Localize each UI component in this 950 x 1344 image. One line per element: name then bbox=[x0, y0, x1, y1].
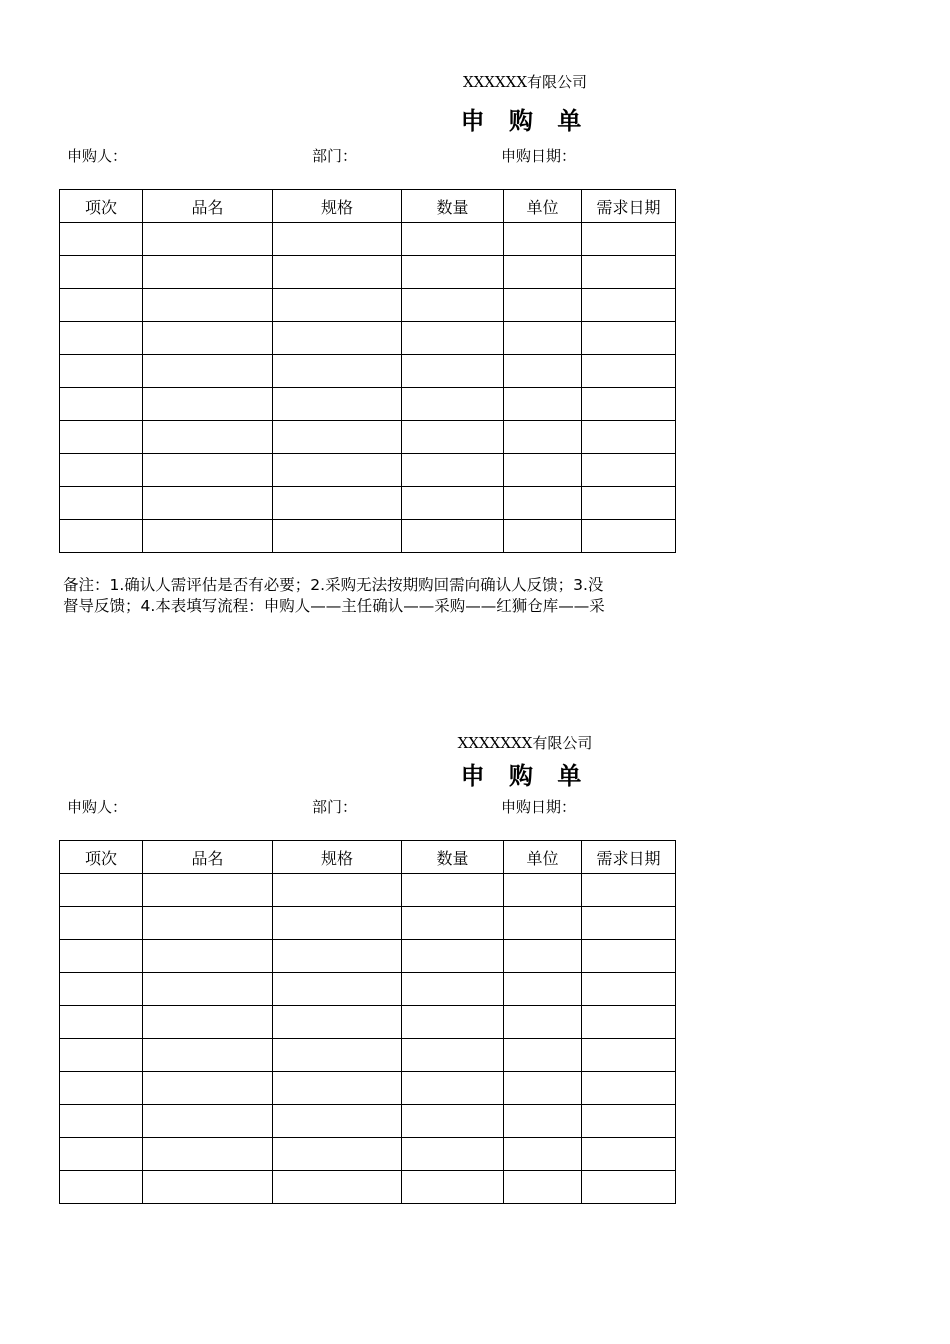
purchase-date-label: 申购日期： bbox=[501, 798, 577, 816]
table-header-row bbox=[60, 190, 676, 223]
quantity-cell[interactable] bbox=[402, 520, 504, 553]
quantity-cell[interactable] bbox=[402, 421, 504, 454]
quantity-cell[interactable] bbox=[402, 940, 504, 973]
purchase-table bbox=[59, 189, 676, 553]
required-date-cell[interactable] bbox=[582, 1039, 676, 1072]
purchase-table bbox=[59, 840, 676, 1204]
department-label: 部门： bbox=[312, 798, 358, 816]
quantity-cell[interactable] bbox=[402, 973, 504, 1006]
unit-cell[interactable] bbox=[504, 907, 582, 940]
unit-cell[interactable] bbox=[504, 1072, 582, 1105]
spec-cell[interactable] bbox=[273, 223, 402, 256]
product-name-cell[interactable] bbox=[143, 487, 273, 520]
required-date-cell[interactable] bbox=[582, 907, 676, 940]
required-date-cell[interactable] bbox=[582, 322, 676, 355]
table-row bbox=[60, 388, 676, 421]
quantity-cell[interactable] bbox=[402, 1006, 504, 1039]
col-header-product-name: 品名 bbox=[143, 841, 273, 874]
unit-cell[interactable] bbox=[504, 973, 582, 1006]
table-row bbox=[60, 1072, 676, 1105]
item-no-cell[interactable] bbox=[60, 454, 143, 487]
table-row bbox=[60, 355, 676, 388]
table-header-row bbox=[60, 841, 676, 874]
col-header-spec: 规格 bbox=[273, 841, 402, 874]
spec-cell[interactable] bbox=[273, 1039, 402, 1072]
required-date-cell[interactable] bbox=[582, 874, 676, 907]
item-no-cell[interactable] bbox=[60, 520, 143, 553]
product-name-cell[interactable] bbox=[143, 1072, 273, 1105]
required-date-cell[interactable] bbox=[582, 940, 676, 973]
item-no-cell[interactable] bbox=[60, 1039, 143, 1072]
product-name-cell[interactable] bbox=[143, 1105, 273, 1138]
table-row bbox=[60, 421, 676, 454]
unit-cell[interactable] bbox=[504, 1006, 582, 1039]
unit-cell[interactable] bbox=[504, 520, 582, 553]
form-title: 申 购 单 bbox=[460, 762, 590, 790]
company-name: XXXXXXX有限公司 bbox=[457, 734, 593, 752]
quantity-cell[interactable] bbox=[402, 874, 504, 907]
remarks-line-2: 督导反馈；4.本表填写流程：申购人——主任确认——采购——红狮仓库——采 bbox=[63, 597, 605, 615]
unit-cell[interactable] bbox=[504, 421, 582, 454]
unit-cell[interactable] bbox=[504, 355, 582, 388]
required-date-cell[interactable] bbox=[582, 1006, 676, 1039]
item-no-cell[interactable] bbox=[60, 322, 143, 355]
spec-cell[interactable] bbox=[273, 874, 402, 907]
item-no-cell[interactable] bbox=[60, 1138, 143, 1171]
product-name-cell[interactable] bbox=[143, 454, 273, 487]
product-name-cell[interactable] bbox=[143, 520, 273, 553]
quantity-cell[interactable] bbox=[402, 223, 504, 256]
product-name-cell[interactable] bbox=[143, 1138, 273, 1171]
department-label: 部门： bbox=[312, 147, 358, 165]
unit-cell[interactable] bbox=[504, 874, 582, 907]
spec-cell[interactable] bbox=[273, 520, 402, 553]
product-name-cell[interactable] bbox=[143, 940, 273, 973]
product-name-cell[interactable] bbox=[143, 874, 273, 907]
product-name-cell[interactable] bbox=[143, 223, 273, 256]
company-name: XXXXXX有限公司 bbox=[462, 73, 588, 91]
spec-cell[interactable] bbox=[273, 454, 402, 487]
quantity-cell[interactable] bbox=[402, 454, 504, 487]
quantity-cell[interactable] bbox=[402, 1039, 504, 1072]
spec-cell[interactable] bbox=[273, 1138, 402, 1171]
col-header-item-no: 项次 bbox=[60, 190, 143, 223]
quantity-cell[interactable] bbox=[402, 256, 504, 289]
item-no-cell[interactable] bbox=[60, 256, 143, 289]
table-row bbox=[60, 973, 676, 1006]
col-header-unit: 单位 bbox=[504, 190, 582, 223]
table-row bbox=[60, 907, 676, 940]
table-row bbox=[60, 940, 676, 973]
table-row bbox=[60, 223, 676, 256]
spec-cell[interactable] bbox=[273, 487, 402, 520]
item-no-cell[interactable] bbox=[60, 940, 143, 973]
required-date-cell[interactable] bbox=[582, 289, 676, 322]
item-no-cell[interactable] bbox=[60, 1006, 143, 1039]
unit-cell[interactable] bbox=[504, 1039, 582, 1072]
quantity-cell[interactable] bbox=[402, 388, 504, 421]
product-name-cell[interactable] bbox=[143, 1039, 273, 1072]
requester-label: 申购人： bbox=[67, 147, 128, 165]
product-name-cell[interactable] bbox=[143, 907, 273, 940]
required-date-cell[interactable] bbox=[582, 421, 676, 454]
quantity-cell[interactable] bbox=[402, 487, 504, 520]
product-name-cell[interactable] bbox=[143, 1006, 273, 1039]
table-row bbox=[60, 322, 676, 355]
requester-label: 申购人： bbox=[67, 798, 128, 816]
required-date-cell[interactable] bbox=[582, 1138, 676, 1171]
item-no-cell[interactable] bbox=[60, 874, 143, 907]
required-date-cell[interactable] bbox=[582, 1171, 676, 1204]
col-header-unit: 单位 bbox=[504, 841, 582, 874]
spec-cell[interactable] bbox=[273, 1171, 402, 1204]
item-no-cell[interactable] bbox=[60, 1105, 143, 1138]
item-no-cell[interactable] bbox=[60, 487, 143, 520]
table-row bbox=[60, 1105, 676, 1138]
product-name-cell[interactable] bbox=[143, 355, 273, 388]
quantity-cell[interactable] bbox=[402, 1105, 504, 1138]
spec-cell[interactable] bbox=[273, 421, 402, 454]
spec-cell[interactable] bbox=[273, 256, 402, 289]
quantity-cell[interactable] bbox=[402, 289, 504, 322]
required-date-cell[interactable] bbox=[582, 223, 676, 256]
unit-cell[interactable] bbox=[504, 1138, 582, 1171]
product-name-cell[interactable] bbox=[143, 1171, 273, 1204]
table-row bbox=[60, 874, 676, 907]
item-no-cell[interactable] bbox=[60, 223, 143, 256]
col-header-spec: 规格 bbox=[273, 190, 402, 223]
table-row bbox=[60, 1006, 676, 1039]
required-date-cell[interactable] bbox=[582, 454, 676, 487]
quantity-cell[interactable] bbox=[402, 355, 504, 388]
required-date-cell[interactable] bbox=[582, 1105, 676, 1138]
spec-cell[interactable] bbox=[273, 289, 402, 322]
item-no-cell[interactable] bbox=[60, 1072, 143, 1105]
table-row bbox=[60, 1039, 676, 1072]
unit-cell[interactable] bbox=[504, 289, 582, 322]
product-name-cell[interactable] bbox=[143, 421, 273, 454]
required-date-cell[interactable] bbox=[582, 973, 676, 1006]
product-name-cell[interactable] bbox=[143, 256, 273, 289]
unit-cell[interactable] bbox=[504, 454, 582, 487]
spec-cell[interactable] bbox=[273, 973, 402, 1006]
quantity-cell[interactable] bbox=[402, 1072, 504, 1105]
item-no-cell[interactable] bbox=[60, 907, 143, 940]
item-no-cell[interactable] bbox=[60, 289, 143, 322]
col-header-required-date: 需求日期 bbox=[582, 190, 676, 223]
unit-cell[interactable] bbox=[504, 487, 582, 520]
table-row bbox=[60, 1138, 676, 1171]
required-date-cell[interactable] bbox=[582, 355, 676, 388]
required-date-cell[interactable] bbox=[582, 256, 676, 289]
spec-cell[interactable] bbox=[273, 1072, 402, 1105]
required-date-cell[interactable] bbox=[582, 520, 676, 553]
item-no-cell[interactable] bbox=[60, 388, 143, 421]
col-header-required-date: 需求日期 bbox=[582, 841, 676, 874]
unit-cell[interactable] bbox=[504, 940, 582, 973]
col-header-quantity: 数量 bbox=[402, 841, 504, 874]
col-header-product-name: 品名 bbox=[143, 190, 273, 223]
unit-cell[interactable] bbox=[504, 1105, 582, 1138]
product-name-cell[interactable] bbox=[143, 289, 273, 322]
remarks-line-1: 备注：1.确认人需评估是否有必要；2.采购无法按期购回需向确认人反馈；3.没 bbox=[63, 576, 604, 594]
quantity-cell[interactable] bbox=[402, 1138, 504, 1171]
col-header-item-no: 项次 bbox=[60, 841, 143, 874]
spec-cell[interactable] bbox=[273, 1006, 402, 1039]
table-row bbox=[60, 454, 676, 487]
quantity-cell[interactable] bbox=[402, 322, 504, 355]
unit-cell[interactable] bbox=[504, 388, 582, 421]
spec-cell[interactable] bbox=[273, 388, 402, 421]
required-date-cell[interactable] bbox=[582, 388, 676, 421]
col-header-quantity: 数量 bbox=[402, 190, 504, 223]
product-name-cell[interactable] bbox=[143, 973, 273, 1006]
quantity-cell[interactable] bbox=[402, 907, 504, 940]
required-date-cell[interactable] bbox=[582, 1072, 676, 1105]
item-no-cell[interactable] bbox=[60, 421, 143, 454]
unit-cell[interactable] bbox=[504, 1171, 582, 1204]
unit-cell[interactable] bbox=[504, 322, 582, 355]
table-row bbox=[60, 520, 676, 553]
item-no-cell[interactable] bbox=[60, 355, 143, 388]
table-row bbox=[60, 289, 676, 322]
unit-cell[interactable] bbox=[504, 256, 582, 289]
unit-cell[interactable] bbox=[504, 223, 582, 256]
product-name-cell[interactable] bbox=[143, 322, 273, 355]
spec-cell[interactable] bbox=[273, 940, 402, 973]
spec-cell[interactable] bbox=[273, 322, 402, 355]
item-no-cell[interactable] bbox=[60, 973, 143, 1006]
required-date-cell[interactable] bbox=[582, 487, 676, 520]
spec-cell[interactable] bbox=[273, 355, 402, 388]
quantity-cell[interactable] bbox=[402, 1171, 504, 1204]
spec-cell[interactable] bbox=[273, 1105, 402, 1138]
table-row bbox=[60, 487, 676, 520]
spec-cell[interactable] bbox=[273, 907, 402, 940]
item-no-cell[interactable] bbox=[60, 1171, 143, 1204]
form-title: 申 购 单 bbox=[460, 107, 590, 135]
table-row bbox=[60, 256, 676, 289]
purchase-date-label: 申购日期： bbox=[501, 147, 577, 165]
product-name-cell[interactable] bbox=[143, 388, 273, 421]
table-row bbox=[60, 1171, 676, 1204]
